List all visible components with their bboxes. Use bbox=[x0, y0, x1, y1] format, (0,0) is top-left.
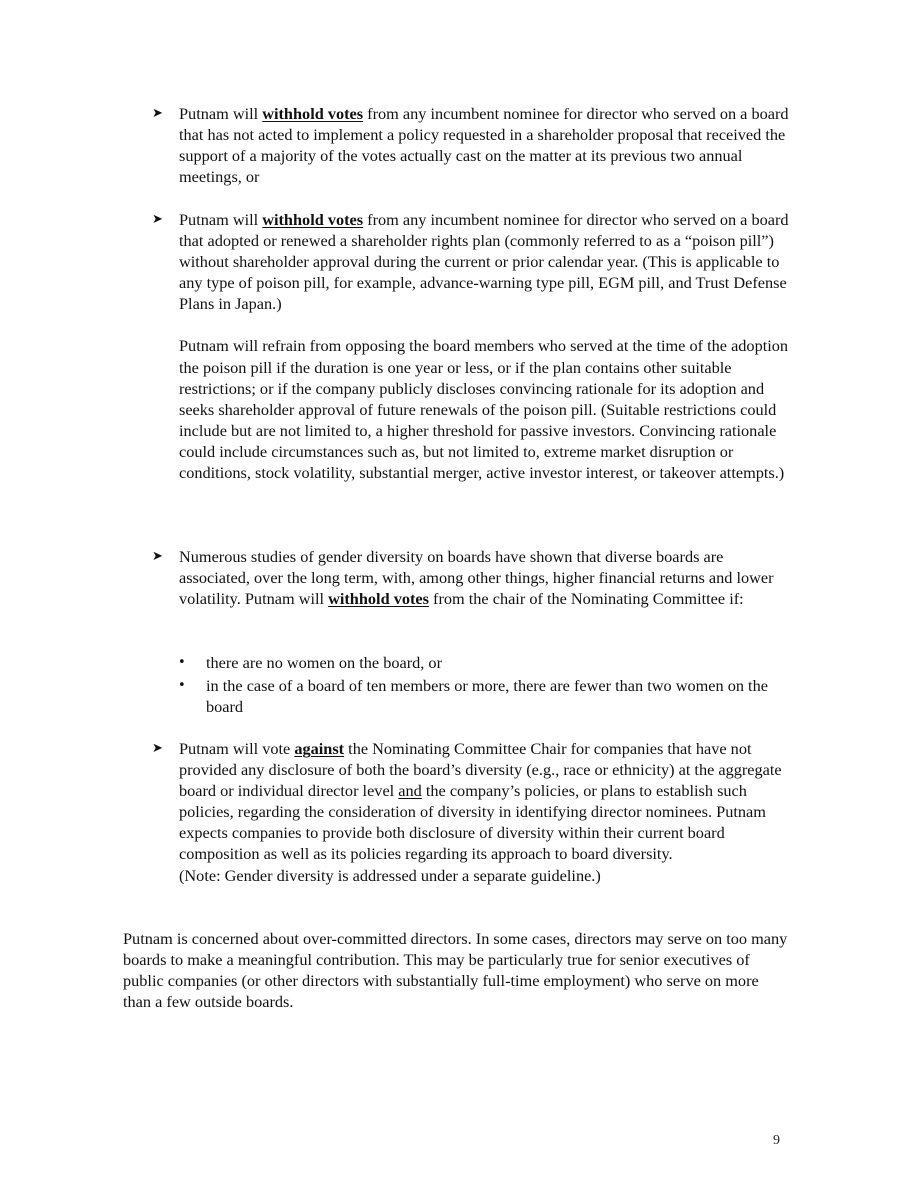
bullet-text: Putnam will withhold votes from any incumbent nominee for director who served on a board that adopted or renewed a shareholder rights plan (commonly referred to as a “poison pill”) without shareholder approval during the current or prior calendar year. (This is applicable to any type of poison pill, for example, advance-warning type pill, EGM pill, and Trust Defense Plans in Japan.) bbox=[179, 210, 789, 314]
sub-bullet-1: there are no women on the board, or bbox=[206, 653, 442, 672]
bullet-followup-text: Putnam will refrain from opposing the board members who served at the time of the adoption the poison pill if the duration is one year or less, or if the plan contains other suitable restrictions; or if the company publicly discloses convincing rationale for its adoption and seeks shareholder approval of future renewals of the poison pill. (Suitable restrictions could include but are not limited to, a higher threshold for passive investors. Convincing rationale could include circumstances such as, but not limited to, extreme market disruption or conditions, stock volatility, substantial merger, active investor interest, or takeover attempts.) bbox=[179, 336, 789, 483]
note-text: (Note: Gender diversity is addressed under a separate guideline.) bbox=[179, 865, 601, 885]
policy-bullet-4 bbox=[179, 738, 789, 886]
sub-bullet-2: in the case of a board of ten members or more, there are fewer than two women on the board bbox=[206, 676, 768, 717]
bullet-text: Numerous studies of gender diversity on boards have shown that diverse boards are associated, over the long term, with, among other things, higher financial returns and lower volatility. Putnam will withhold votes from the chair of the Nominating Committee if: bbox=[179, 547, 774, 609]
policy-bullet-3 bbox=[179, 546, 789, 609]
arrow-bullet-icon: ➤ bbox=[152, 741, 163, 756]
arrow-bullet-icon: ➤ bbox=[152, 106, 163, 121]
policy-bullet-1 bbox=[179, 103, 789, 187]
dot-bullet-icon: • bbox=[178, 655, 186, 670]
closing-paragraph: Putnam is concerned about over-committed directors. In some cases, directors may serve on too many boards to make a meaningful contribution. This may be particularly true for senior executives of public companies (or other directors with substantially full-time employment) who serve on more than a few outside boards. bbox=[123, 929, 788, 1012]
underlined-and: and bbox=[398, 781, 422, 801]
bullet-text: Putnam will withhold votes from any incumbent nominee for director who served on a board that has not acted to implement a policy requested in a shareholder proposal that received the support of a majority of the votes actually cast on the matter at its previous two annual meetings, or bbox=[179, 104, 789, 187]
emphasis: against bbox=[294, 739, 345, 758]
arrow-bullet-icon: ➤ bbox=[152, 549, 163, 564]
page-number: 9 bbox=[773, 1133, 780, 1148]
emphasis: withhold votes bbox=[262, 104, 364, 123]
policy-bullet-2 bbox=[179, 209, 789, 483]
emphasis: withhold votes bbox=[328, 589, 429, 609]
dot-bullet-icon: • bbox=[178, 678, 186, 693]
bullet-text: Putnam will vote against the Nominating Committee Chair for companies that have not provided any disclosure of both the board’s diversity (e.g., race or ethnicity) at the aggregate board or individual director level and the company’s policies, or plans to establish such policies, regarding the consideration of diversity in identifying director nominees. Putnam expects companies to provide both disclosure of diversity within their current board composition as well as its policies regarding its approach to board diversity. (Note: Gender diversity is addressed under a separate guideline.) bbox=[179, 739, 782, 885]
arrow-bullet-icon: ➤ bbox=[152, 212, 163, 227]
emphasis: withhold votes bbox=[262, 210, 364, 229]
